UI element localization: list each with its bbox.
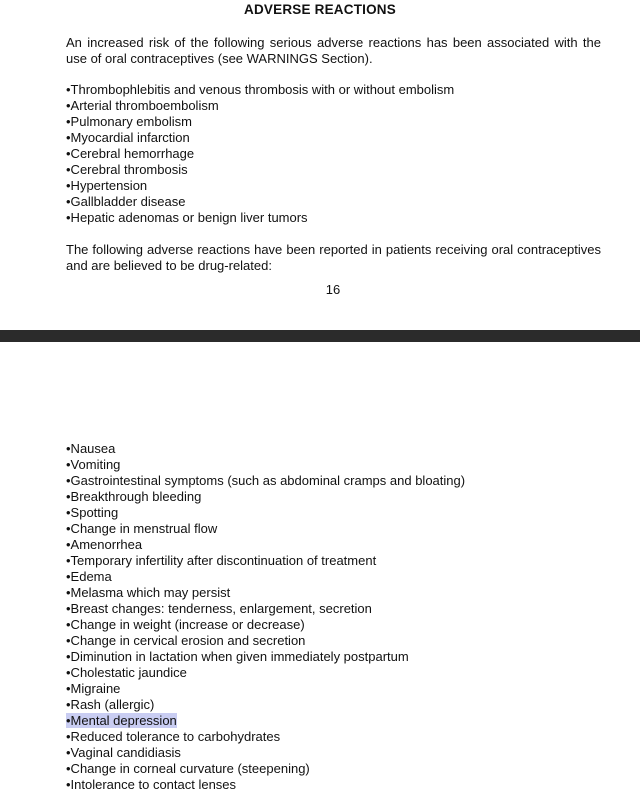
list-item: •Amenorrhea xyxy=(66,537,143,552)
list-item: •Arterial thromboembolism xyxy=(66,98,219,113)
list-item: •Temporary infertility after discontinuation of treatment xyxy=(66,553,377,568)
document-page-16 xyxy=(0,0,640,330)
drug-related-reactions-list xyxy=(66,441,465,793)
list-item: •Spotting xyxy=(66,505,119,520)
text-selection-highlight: •Mental depression xyxy=(66,713,177,728)
section-heading: ADVERSE REACTIONS xyxy=(244,2,396,17)
list-item: •Cholestatic jaundice xyxy=(66,665,187,680)
list-item: •Nausea xyxy=(66,441,116,456)
list-item: •Intolerance to contact lenses xyxy=(66,777,237,792)
list-item: •Diminution in lactation when given immediately postpartum xyxy=(66,649,409,664)
list-item: •Gallbladder disease xyxy=(66,194,186,209)
list-item: •Hypertension xyxy=(66,178,148,193)
list-item: •Pulmonary embolism xyxy=(66,114,192,129)
list-item: •Cerebral thrombosis xyxy=(66,162,188,177)
list-item: •Thrombophlebitis and venous thrombosis with or without embolism xyxy=(66,82,455,97)
list-item: •Cerebral hemorrhage xyxy=(66,146,195,161)
list-item: •Change in cervical erosion and secretion xyxy=(66,633,306,648)
intro-paragraph: An increased risk of the following serious adverse reactions has been associated with the use of oral contraceptives (see WARNINGS Section). xyxy=(66,35,601,66)
serious-reactions-list xyxy=(66,82,454,226)
page-separator xyxy=(0,330,640,342)
list-item: •Breakthrough bleeding xyxy=(66,489,202,504)
list-item: •Change in menstrual flow xyxy=(66,521,218,536)
list-item: •Rash (allergic) xyxy=(66,697,155,712)
list-item: •Vomiting xyxy=(66,457,121,472)
list-item: •Melasma which may persist xyxy=(66,585,231,600)
page-number: 16 xyxy=(325,282,341,297)
list-item: •Vaginal candidiasis xyxy=(66,745,181,760)
list-item: •Change in weight (increase or decrease) xyxy=(66,617,305,632)
list-item: •Reduced tolerance to carbohydrates xyxy=(66,729,281,744)
list-item: •Migraine xyxy=(66,681,121,696)
list-item: •Breast changes: tenderness, enlargement, secretion xyxy=(66,601,372,616)
highlighted-list-item xyxy=(66,713,465,729)
document-page-17 xyxy=(0,342,640,804)
list-item: •Edema xyxy=(66,569,112,584)
list-item: •Gastrointestinal symptoms (such as abdominal cramps and bloating) xyxy=(66,473,466,488)
reported-intro-paragraph: The following adverse reactions have been reported in patients receiving oral contraceptives and are believed to be drug-related: xyxy=(66,242,601,273)
list-item: •Change in corneal curvature (steepening) xyxy=(66,761,310,776)
list-item: •Myocardial infarction xyxy=(66,130,190,145)
list-item: •Hepatic adenomas or benign liver tumors xyxy=(66,210,308,225)
